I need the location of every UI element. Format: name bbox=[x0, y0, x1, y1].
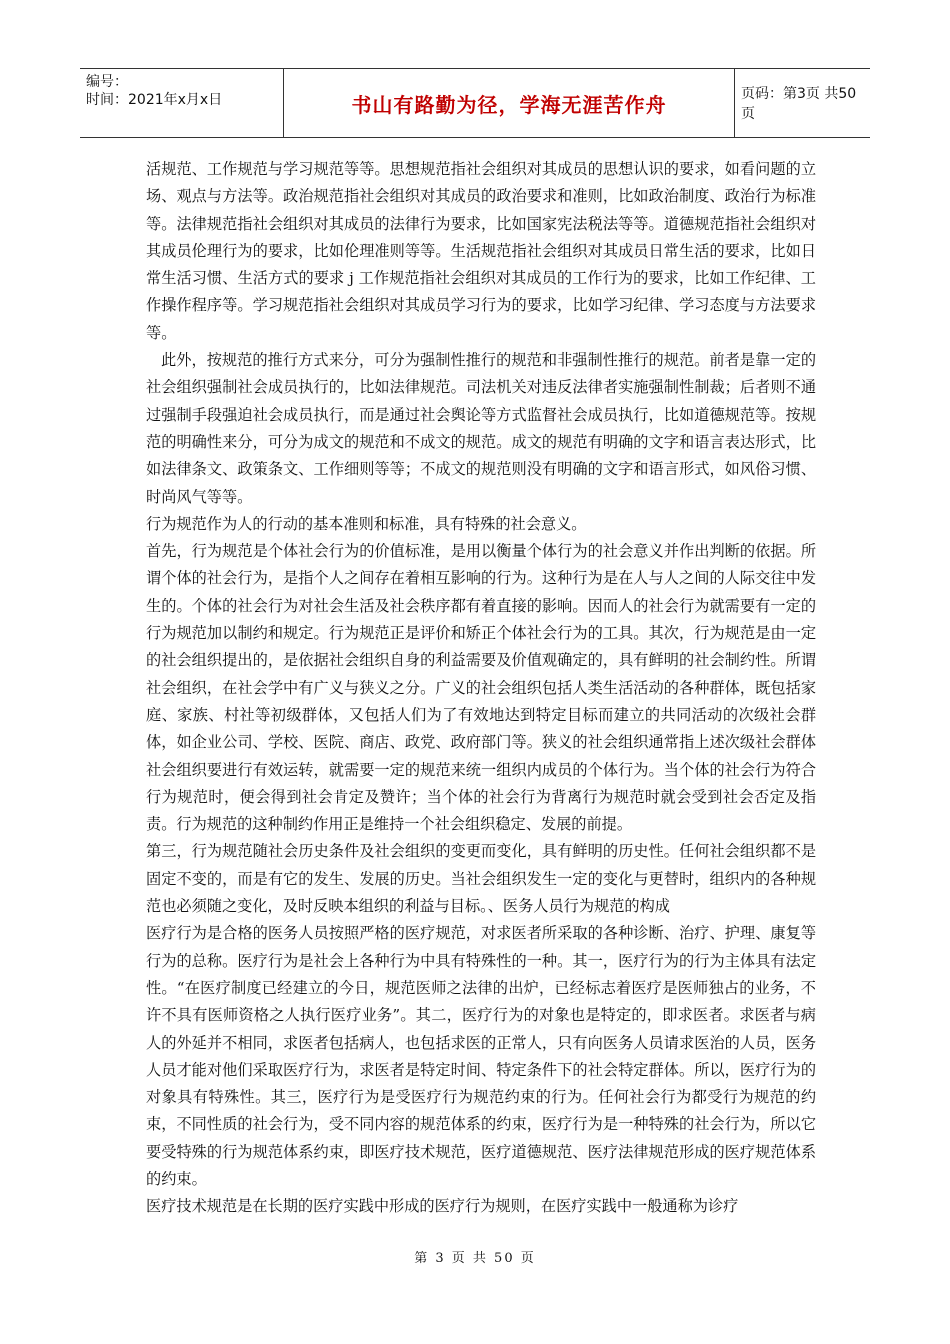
body-paragraph: 行为规范作为人的行动的基本准则和标准，具有特殊的社会意义。 bbox=[146, 514, 587, 533]
header-meta bbox=[80, 69, 283, 137]
body-paragraph: 医疗技术规范是在长期的医疗实践中形成的医疗行为规则，在医疗实践中一般通称为诊疗 bbox=[146, 1197, 739, 1216]
body-paragraph: 医疗行为是合格的医务人员按照严格的医疗规范，对求医者所采取的各种诊断、治疗、护理、康复等行为的总称。医疗行为是社会上各种行为中具有特殊性的一种。其一，医疗行为的行为主体具有法定性。“在医疗制度已经建立的今日，规范医师之法律的出炉，已经标志着医疗是医师独占的业务，不许不具有医师资格之人执行医疗业务”。其二，医疗行为的对象也是特定的，即求医者。求医者与病人的外延并不相同，求医者包括病人，也包括求医的正常人，只有向医务人员请求医治的人员，医务人员才能对他们采取医疗行为，求医者是特定时间、特定条件下的社会特定群体。所以，医疗行为的对象具有特殊性。其三，医疗行为是受医疗行为规范约束的行为。任何社会行为都受行为规范的约束，不同性质的社会行为，受不同内容的规范体系的约束，医疗行为是一种特殊的社会行为，所以它要受特殊的行为规范体系约束，即医疗技术规范，医疗道德规范、医疗法律规范形成的医疗规范体系的约束。 bbox=[146, 924, 816, 1188]
document-body bbox=[146, 156, 816, 1221]
page-header bbox=[80, 68, 870, 138]
body-paragraph: 第三，行为规范随社会历史条件及社会组织的变更而变化，具有鲜明的历史性。任何社会组织都不是固定不变的，而是有它的发生、发展的历史。当社会组织发生一定的变化与更替时，组织内的各种规范也必须随之变化，及时反映本组织的利益与目标。、医务人员行为规范的构成 bbox=[146, 842, 816, 916]
header-motto: 书山有路勤为径，学海无涯苦作舟 bbox=[351, 92, 667, 117]
page-footer: 第 3 页 共 50 页 bbox=[414, 1251, 536, 1266]
header-motto-cell bbox=[283, 69, 735, 137]
body-paragraph: 首先，行为规范是个体社会行为的价值标准，是用以衡量个体行为的社会意义并作出判断的依据。所谓个体的社会行为，是指个人之间存在着相互影响的行为。这种行为是在人与人之间的人际交往中发生的。个体的社会行为对社会生活及社会秩序都有着直接的影响。因而人的社会行为就需要有一定的行为规范加以制约和规定。行为规范正是评价和矫正个体社会行为的工具。其次，行为规范是由一定的社会组织提出的，是依据社会组织自身的利益需要及价值观确定的，具有鲜明的社会制约性。所谓社会组织，在社会学中有广义与狭义之分。广义的社会组织包括人类生活活动的各种群体，既包括家庭、家族、村社等初级群体，又包括人们为了有效地达到特定目标而建立的共同活动的次级社会群体，如企业公司、学校、医院、商店、政党、政府部门等。狭义的社会组织通常指上述次级社会群体社会组织要进行有效运转，就需要一定的规范来统一组织内成员的个体行为。当个体的社会行为符合行为规范时，便会得到社会肯定及赞许；当个体的社会行为背离行为规范时就会受到社会否定及指责。行为规范的这种制约作用正是维持一个社会组织稳定、发展的前提。 bbox=[146, 542, 816, 834]
body-paragraph: 此外，按规范的推行方式来分，可分为强制性推行的规范和非强制性推行的规范。前者是靠一定的社会组织强制社会成员执行的，比如法律规范。司法机关对违反法律者实施强制性制裁；后者则不通过强制手段强迫社会成员执行，而是通过社会舆论等方式监督社会成员执行，比如道德规范等。按规范的明确性来分，可分为成文的规范和不成文的规范。成文的规范有明确的文字和语言表达形式，比如法律条文、政策条文、工作细则等等；不成文的规范则没有明确的文字和语言形式，如风俗习惯、时尚风气等等。 bbox=[146, 351, 816, 506]
document-date-label: 时间：2021年x月x日 bbox=[86, 92, 223, 108]
document-number-label: 编号： bbox=[86, 74, 128, 90]
header-page-code: 页码：第3页 共50页 bbox=[741, 86, 857, 122]
body-paragraph: 活规范、工作规范与学习规范等等。思想规范指社会组织对其成员的思想认识的要求，如看问题的立场、观点与方法等。政治规范指社会组织对其成员的政治要求和准则，比如政治制度、政治行为标准等。法律规范指社会组织对其成员的法律行为要求，比如国家宪法税法等等。道德规范指社会组织对其成员伦理行为的要求，比如伦理准则等等。生活规范指社会组织对其成员日常生活的要求，比如日常生活习惯、生活方式的要求 j 工作规范指社会组织对其成员的工作行为的要求，比如工作纪律、工作操作程序等。学习规范指社会组织对其成员学习行为的要求，比如学习纪律、学习态度与方法要求等。 bbox=[146, 160, 816, 342]
